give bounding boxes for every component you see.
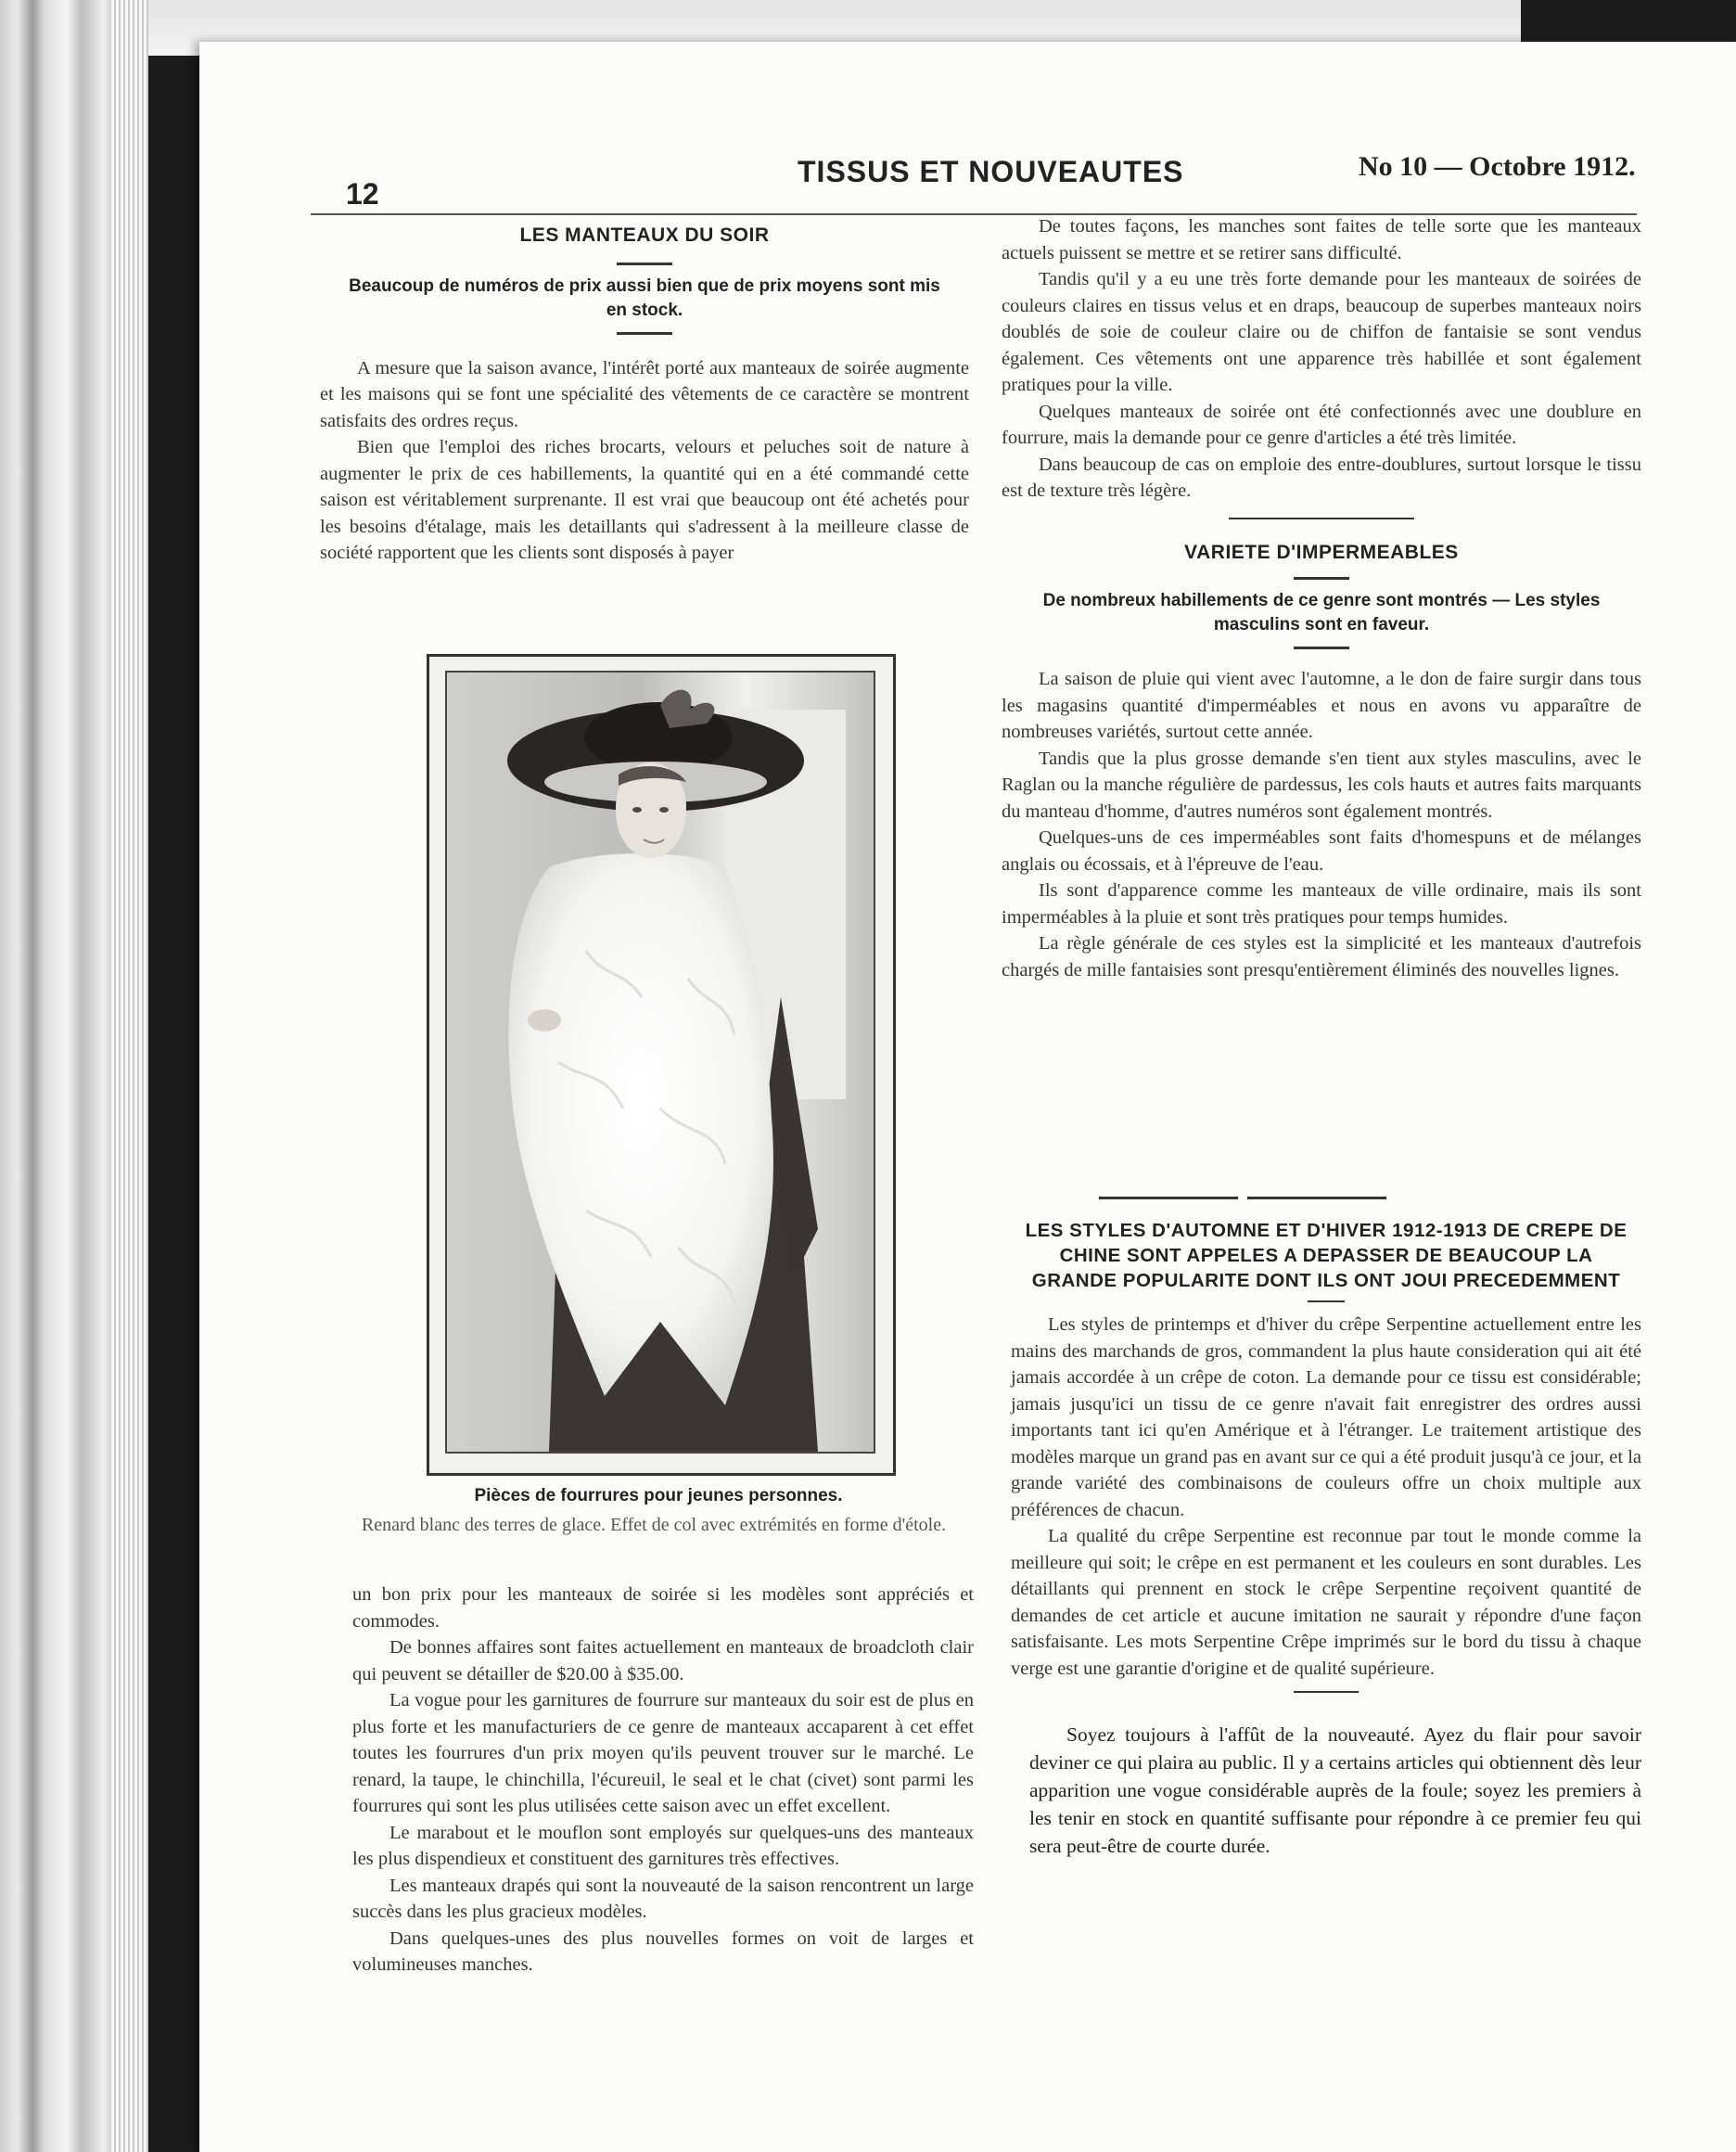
article-paragraph: Le marabout et le mouflon sont employés sur quelques-uns des manteaux les plus dispendieux et constituent des garnitures très effectives.	[352, 1822, 974, 1869]
title-divider	[617, 263, 672, 265]
article-paragraph: A mesure que la saison avance, l'intérêt porté aux manteaux de soirée augmente et les maisons qui se font une spécialité des vêtements de ce caractère se montrent satisfaits des ordres reçus.	[320, 357, 969, 431]
subtitle-divider	[1294, 647, 1349, 649]
article-paragraph: La vogue pour les garnitures de fourrure sur manteaux du soir est de plus en plus forte et les manufacturiers de ce genre de manteaux accaparent à cet effet toutes les fourrures d'un prix moyen qu'ils peuvent trouver sur le marché. Le renard, la taupe, le chinchilla, l'écureuil, le seal et le chat (civet) sont parmi les fourrures qui sont les plus utilisées cette saison avec un effet excellent.	[352, 1690, 974, 1816]
section-subtitle: Beaucoup de numéros de prix aussi bien que de prix moyens sont mis en stock.	[349, 275, 940, 320]
magazine-page	[199, 42, 1736, 2152]
section-title: LES MANTEAUX DU SOIR	[519, 224, 770, 246]
page-number: 12	[346, 177, 379, 211]
double-rule	[1099, 1197, 1238, 1199]
issue-label: No 10 — Octobre 1912.	[1359, 151, 1636, 182]
article-paragraph: Quelques manteaux de soirée ont été confectionnés avec une doublure en fourrure, mais la demande pour ce genre d'articles a été très limitée.	[1002, 401, 1641, 448]
title-divider	[1308, 1300, 1345, 1302]
section-divider	[1294, 1691, 1359, 1693]
photo-caption-text: Renard blanc des terres de glace. Effet de col avec extrémités en forme d'étole.	[361, 1515, 947, 1535]
fur-stole-photo	[445, 671, 875, 1454]
article-paragraph: La règle générale de ces styles est la simplicité et les manteaux d'autrefois chargés de mille fantaisies sont presqu'entièrement éliminés des nouvelles lignes.	[1002, 933, 1641, 980]
article-paragraph: De toutes façons, les manches sont faites de telle sorte que les manteaux actuels puissent se mettre et se retirer sans difficulté.	[1002, 216, 1641, 263]
book-page-edges	[0, 0, 148, 2152]
article-paragraph: La saison de pluie qui vient avec l'automne, a le don de faire surgir dans tous les magasins quantité d'imperméables et nous en avons vu apparaître de nombreuses variétés, surtout cette année.	[1002, 669, 1641, 742]
woman-in-fur-illustration	[447, 672, 874, 1452]
left-column-top	[320, 223, 969, 567]
article-paragraph: Dans quelques-unes des plus nouvelles formes on voit de larges et volumineuses manches.	[352, 1928, 974, 1975]
photo-frame	[427, 654, 896, 1476]
article-paragraph: Ils sont d'apparence comme les manteaux de ville ordinaire, mais ils sont imperméables à la pluie et sont très pratiques pour temps humides.	[1002, 880, 1641, 928]
article-paragraph: Tandis qu'il y a eu une très forte demande pour les manteaux de soirées de couleurs claires en tissus velus et en draps, beaucoup de superbes manteaux noirs doublés de soie de couleur claire ou de chiffon de fantaisie se sont vendus également. Ces vêtements ont une apparence très habillée et sont également pratiques pour la ville.	[1002, 269, 1641, 395]
section-divider	[1229, 518, 1414, 519]
article-paragraph: Bien que l'emploi des riches brocarts, velours et peluches soit de nature à augmenter le prix de ces habillements, la quantité qui en a été commandé cette saison est véritablement surprenante. Il est vrai que beaucoup ont été achetés pour les besoins d'étalage, mais les detaillants qui s'adressent à la meilleure classe de société rapportent que les clients sont disposés à payer	[320, 437, 969, 563]
section-subtitle: De nombreux habillements de ce genre sont montrés — Les styles masculins sont en faveur.	[1042, 591, 1601, 634]
article-paragraph: Quelques-uns de ces imperméables sont faits d'homespuns et de mélanges anglais ou écossais, et à l'épreuve de l'eau.	[1002, 827, 1641, 875]
subtitle-divider	[617, 332, 672, 335]
closing-paragraph: Soyez toujours à l'affût de la nouveauté. Ayez du flair pour savoir deviner ce qui plaira au public. Il y a certains articles qui obtiennent dès leur apparition une vogue considérable auprès de la foule; soyez les premiers à les tenir en stock en quantité suffisante pour répondre à ce premier feu qui sera peut-être de courte durée.	[1029, 1723, 1641, 1857]
article-paragraph: Les manteaux drapés qui sont la nouveauté de la saison rencontrent un large succès dans les plus gracieux modèles.	[352, 1875, 974, 1922]
publication-title: TISSUS ET NOUVEAUTES	[798, 155, 1184, 188]
right-column-bottom	[1011, 1218, 1641, 1860]
section-title: VARIETE D'IMPERMEABLES	[1184, 541, 1459, 563]
left-column-bottom	[352, 1582, 974, 1979]
article-paragraph: La qualité du crêpe Serpentine est reconnue par tout le monde comme la meilleure qui soit; le crêpe en est permanent et les couleurs en sont durables. Les détaillants qui prennent en stock le crêpe Serpentine reçoivent quantité de demandes de cet article et aucune imitation ne saurait y répondre d'une façon satisfaisante. Les mots Serpentine Crêpe imprimés sur le bord du tissu à chaque verge est une garantie d'origine et de qualité supérieure.	[1011, 1526, 1641, 1679]
article-paragraph: Les styles de printemps et d'hiver du crêpe Serpentine actuellement entre les mains des marchands de gros, commandent la plus haute consideration qui ait été jamais accordée à un crêpe de coton. La demande pour ce tissu est considérable; jamais jusqu'ici un tissu de ce genre n'avait fait enregistrer des ordres aussi importants tant ici qu'en Amérique et à l'étranger. Le traitement artistique des modèles marque un grand pas en avant sur ce qui a été produit jusqu'à ce jour, et la grande variété des combinaisons de couleurs offre un choix multiple aux préférences de chacun.	[1011, 1314, 1641, 1520]
double-rule	[1247, 1197, 1386, 1199]
article-paragraph: Dans beaucoup de cas on emploie des entre-doublures, surtout lorsque le tissu est de texture très légère.	[1002, 454, 1641, 501]
right-column-top	[1002, 213, 1641, 983]
article-paragraph: De bonnes affaires sont faites actuellement en manteaux de broadcloth clair qui peuvent se détailler de $20.00 à $35.00.	[352, 1637, 974, 1684]
article-paragraph: Tandis que la plus grosse demande s'en tient aux styles masculins, avec le Raglan ou la manche régulière de pardessus, les cols hauts et autres faits marquants du manteau d'homme, d'autres numéros sont également montrés.	[1002, 748, 1641, 822]
title-divider	[1294, 577, 1349, 580]
section-title: LES STYLES D'AUTOMNE ET D'HIVER 1912-1913 DE CREPE DE CHINE SONT APPELES A DEPASSER DE BEAUCOUP LA GRANDE POPULARITE DONT ILS ONT JOUI PRECEDEMMENT	[1025, 1220, 1628, 1291]
article-paragraph: un bon prix pour les manteaux de soirée si les modèles sont appréciés et commodes.	[352, 1584, 974, 1632]
photo-caption-title: Pièces de fourrures pour jeunes personnes.	[474, 1486, 843, 1505]
